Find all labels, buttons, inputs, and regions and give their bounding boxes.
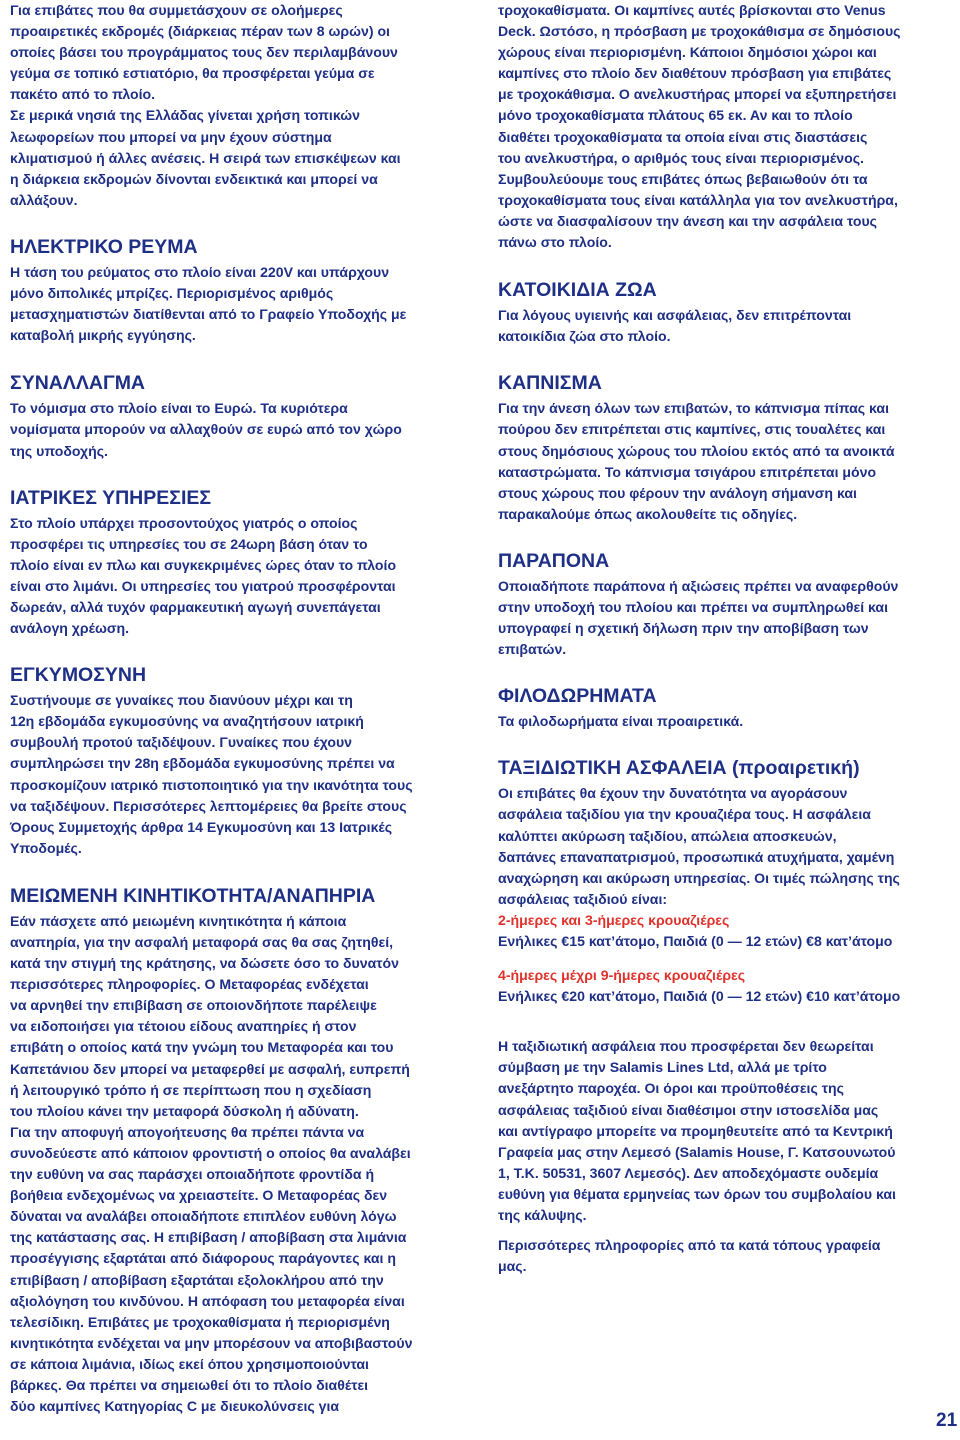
text-line: τροχοκαθίσματα. Οι καμπίνες αυτές βρίσκονται στο Venus: [498, 2, 886, 18]
text-line: ασφάλειας ταξιδιού είναι:: [498, 890, 668, 907]
text-line: της υποδοχής.: [10, 442, 108, 459]
text-line: την ευθύνη να σας παράσχει οποιαδήποτε φροντίδα ή: [10, 1166, 375, 1183]
tips-paragraph: [498, 711, 950, 732]
smoking-paragraph: [498, 398, 950, 525]
text-line: κατοικίδια ζώα στο πλοίο.: [498, 328, 671, 345]
pregnancy-paragraph: [10, 690, 472, 859]
text-line: αναχώρηση και ακύρωση υπηρεσίας. Οι τιμές πώλησης της: [498, 869, 900, 886]
right-column: [498, 0, 950, 1277]
mobility-heading: ΜΕΙΩΜΕΝΗ ΚΙΝΗΤΙΚΟΤΗΤΑ/ΑΝΑΠΗΡΙΑ: [10, 884, 376, 907]
text-line: σύμβαση με την Salamis Lines Ltd, αλλά με τρίτο: [498, 1059, 827, 1076]
text-line: μας.: [498, 1258, 527, 1275]
text-line: λεωφορείων που μπορεί να μην έχουν σύστημα: [10, 128, 332, 145]
text-line: χώρους είναι περιορισμένη. Κάποιοι δημόσιοι χώροι και: [498, 44, 877, 61]
text-line: Καπετάνιου δεν μπορεί να μεταφερθεί με ασφαλή, ευπρεπή: [10, 1060, 410, 1077]
price-tier-label-long: 4-ήμερες μέχρι 9-ήμερες κρουαζιέρες: [498, 967, 746, 984]
text-line: δύο καμπίνες Κατηγορίας C με διευκολύνσεις για: [10, 1398, 340, 1415]
text-line: καταβολή μικρής εγγύησης.: [10, 327, 196, 344]
text-line: καλύπτει ακύρωση ταξιδίου, απώλεια αποσκευών,: [498, 827, 837, 844]
text-line: 12η εβδομάδα εγκυμοσύνης να αναζητήσουν ιατρική: [10, 713, 364, 730]
text-line: δύναται να αναλάβει οποιαδήποτε επιπλέον ευθύνη λόγω: [10, 1208, 397, 1225]
text-line: πούρου δεν επιτρέπεται στις καμπίνες, στις τουαλέτες και: [498, 421, 886, 438]
text-line: βάρκες. Θα πρέπει να σημειωθεί ότι το πλοίο διαθέτει: [10, 1376, 369, 1393]
text-line: Περισσότερες πληροφορίες από τα κατά τόπους γραφεία: [498, 1237, 881, 1254]
text-line: γεύμα σε τοπικό εστιατόριο, θα προσφέρεται γεύμα σε: [10, 65, 375, 82]
text-line: παρακαλούμε όπως ακολουθείτε τις οδηγίες.: [498, 505, 798, 522]
smoking-heading: ΚΑΠΝΙΣΜΑ: [498, 372, 602, 395]
text-line: καμπίνες στο πλοίο δεν διαθέτουν πρόσβαση για επιβάτες: [498, 65, 892, 82]
text-line: Γραφεία μας στην Λεμεσό (Salamis House, Γ. Κατσουνωτού: [498, 1143, 896, 1160]
text-line: σε κάποια λιμάνια, ιδίως εκεί όπου χρησιμοποιούνται: [10, 1355, 369, 1372]
text-line: αναπηρία, για την ασφαλή μεταφορά σας θα σας ζητηθεί,: [10, 934, 394, 950]
text-line: ή λειτουργικό τρόπο ή σε περίπτωση που η σχεδίαση: [10, 1081, 372, 1098]
text-line: του πλοίου κάνει την μεταφορά δύσκολη ή αδύνατη.: [10, 1102, 359, 1119]
text-line: Για την άνεση όλων των επιβατών, το κάπνισμα πίπας και: [498, 400, 889, 417]
text-line: επιβατών.: [498, 641, 567, 658]
text-line: τελεσίδικη. Επιβάτες με τροχοκαθίσματα ή περιορισμένη: [10, 1313, 390, 1330]
text-line: Υποδομές.: [10, 839, 82, 856]
text-line: Η τάση του ρεύματος στο πλοίο είναι 220V και υπάρχουν: [10, 263, 390, 280]
insurance-heading: ΤΑΞΙΔΙΩΤΙΚΗ ΑΣΦΑΛΕΙΑ (προαιρετική): [498, 757, 860, 780]
text-line: η διάρκεια εκδρομών δίνονται ενδεικτικά και μπορεί να: [10, 170, 378, 187]
left-column: [10, 0, 472, 1417]
text-line: κλιματισμού ή άλλες ανέσεις. Η σειρά των επισκέψεων και: [10, 149, 401, 166]
text-line: πακέτο από το πλοίο.: [10, 86, 156, 103]
text-line: καταστρώματα. Το κάπνισμα τσιγάρου επιτρέπεται μόνο: [498, 463, 877, 480]
text-line: μόνο τροχοκαθίσματα πλάτους 65 εκ. Αν και το πλοίο: [498, 107, 853, 124]
text-line: δαπάνες επαναπατρισμού, προσωπικά ατυχήματα, χαμένη: [498, 848, 895, 865]
text-line: προαιρετικές εκδρομές (διάρκειας πέραν των 8 ωρών) οι: [10, 23, 390, 40]
pets-heading: ΚΑΤΟΙΚΙΔΙΑ ΖΩΑ: [498, 279, 657, 302]
text-line: Οποιαδήποτε παράπονα ή αξιώσεις πρέπει να αναφερθούν: [498, 577, 899, 594]
text-line: ασφάλειας ταξιδιού είναι διαθέσιμοι στην ιστοσελίδα μας: [498, 1101, 879, 1118]
text-line: Deck. Ωστόσο, η πρόσβαση με τροχοκάθισμα σε δημόσιους: [498, 23, 901, 40]
text-line: του ανελκυστήρα, ο αριθμός τους είναι περιορισμένος.: [498, 149, 864, 166]
text-line: ανεξάρτητο παροχέα. Οι όροι και προϋποθέσεις της: [498, 1080, 844, 1097]
text-line: συμβουλή προτού ταξιδέψουν. Γυναίκες που έχουν: [10, 734, 352, 751]
text-line: ασφάλεια ταξιδίου για την κρουαζιέρα τους. Η ασφάλεια: [498, 806, 871, 823]
text-line: Όρους Συμμετοχής άρθρα 14 Εγκυμοσύνη και 13 Ιατρικές: [10, 818, 393, 835]
price-tier-text-long: Ενήλικες €20 κατ’άτομο, Παιδιά (0 — 12 ετών) €10 κατ’άτομο: [498, 988, 901, 1005]
text-line: 1, Τ.Κ. 50531, 3607 Λεμεσός). Δεν αποδεχόμαστε ουδεμία: [498, 1164, 879, 1181]
text-line: Το νόμισμα στο πλοίο είναι το Ευρώ. Τα κυριότερα: [10, 400, 348, 417]
text-line: της κάλυψης.: [498, 1207, 587, 1224]
text-line: Τα φιλοδωρήματα είναι προαιρετικά.: [498, 713, 744, 730]
text-line: συνοδεύεστε από κάποιον φροντιστή ο οποίος θα αναλάβει: [10, 1144, 411, 1161]
text-line: κατά την στιγμή της κράτησης, να δώσετε όσο το δυνατόν: [10, 955, 399, 972]
text-line: της κατάστασης σας. Η επιβίβαση / αποβίβαση στα λιμάνια: [10, 1229, 407, 1246]
insurance-paragraph: [498, 783, 950, 910]
text-line: Εάν πάσχετε από μειωμένη κινητικότητα ή κάποια: [10, 912, 347, 929]
mobility-paragraph: [10, 911, 472, 1417]
complaints-heading: ΠΑΡΑΠΟΝΑ: [498, 549, 610, 572]
text-line: βοήθεια ενδεχομένως να χρειαστείτε. Ο Μεταφορέας δεν: [10, 1187, 388, 1204]
text-line: στους δημόσιους χώρους του πλοίου εκτός από τα ανοικτά: [498, 442, 895, 459]
text-line: μετασχηματιστών διατίθενται από το Γραφείο Υποδοχής με: [10, 306, 407, 323]
page-number: 21: [936, 1410, 958, 1431]
medical-heading: ΙΑΤΡΙΚΕΣ ΥΠΗΡΕΣΙΕΣ: [10, 486, 212, 509]
electricity-paragraph: [10, 262, 472, 346]
text-line: με τροχοκάθισμα. Ο ανελκυστήρας μπορεί να εξυπηρετήσει: [498, 86, 897, 103]
text-line: συμπληρώσει την 28η εβδομάδα εγκυμοσύνης πρέπει να: [10, 755, 395, 772]
text-line: προσκομίζουν ιατρικό πιστοποιητικό για την ικανότητα τους: [10, 776, 413, 793]
text-line: στην υποδοχή του πλοίου και πρέπει να συμπληρωθεί και: [498, 598, 888, 615]
more-info-paragraph: [498, 1235, 950, 1277]
text-line: δωρεάν, αλλά τυχόν φαρμακευτική αγωγή συνεπάγεται: [10, 598, 381, 615]
text-line: τροχοκαθίσματα τους είναι κατάλληλα για τον ανελκυστήρα,: [498, 191, 898, 208]
text-line: επιβίβαση / αποβίβαση εξαρτάται εξολοκλήρου από την: [10, 1271, 384, 1288]
text-line: και αντίγραφο μπορείτε να προμηθευτείτε από τα Κεντρική: [498, 1122, 893, 1139]
intro-paragraph: [10, 0, 472, 211]
price-tier-text-short: Ενήλικες €15 κατ’άτομο, Παιδιά (0 — 12 ετών) €8 κατ’άτομο: [498, 933, 893, 949]
pregnancy-heading: ΕΓΚΥΜΟΣΥΝΗ: [10, 664, 147, 687]
text-line: Για λόγους υγιεινής και ασφάλειας, δεν επιτρέπονται: [498, 307, 852, 324]
text-line: πάνω στο πλοίο.: [498, 234, 612, 251]
text-line: πλοίο είναι εν πλω και συγκεκριμένες ώρες όταν το πλοίο: [10, 556, 397, 573]
text-line: οποίες βάσει του προγράμματος τους δεν περιλαμβάνουν: [10, 44, 398, 61]
text-line: αλλάξουν.: [10, 191, 78, 208]
currency-heading: ΣΥΝΑΛΛΑΓΜΑ: [10, 372, 146, 395]
text-line: να ταξιδέψουν. Περισσότερες λεπτομέρειες θα βρείτε στους: [10, 797, 407, 814]
text-line: ώστε να διασφαλίσουν την άνεση και την ασφάλεια τους: [498, 212, 877, 229]
text-line: Για την αποφυγή απογοήτευσης θα πρέπει πάντα να: [10, 1123, 365, 1140]
text-line: στους χώρους που φέρουν την ανάλογη σήμανση και: [498, 484, 857, 501]
text-line: Οι επιβάτες θα έχουν την δυνατότητα να αγοράσουν: [498, 785, 848, 802]
text-line: είναι στο λιμάνι. Οι υπηρεσίες του γιατρού προσφέρονται: [10, 577, 396, 594]
text-line: να αρνηθεί την επιβίβαση σε οποιονδήποτε παρέλειψε: [10, 997, 377, 1014]
text-line: προσέγγισης εξαρτάται από διάφορους παράγοντες και η: [10, 1250, 396, 1267]
pets-paragraph: [498, 305, 950, 347]
text-line: νομίσματα μπορούν να αλλαχθούν σε ευρώ από τον χώρο: [10, 421, 402, 438]
electricity-heading: ΗΛΕΚΤΡΙΚΟ ΡΕΥΜΑ: [10, 235, 198, 258]
complaints-paragraph: [498, 576, 950, 660]
insurance-note-paragraph: [498, 1036, 950, 1226]
text-line: Σε μερικά νησιά της Ελλάδας γίνεται χρήση τοπικών: [10, 107, 360, 124]
text-line: Συστήνουμε σε γυναίκες που διανύουν μέχρι και τη: [10, 692, 353, 709]
text-line: αξιολόγηση του κινδύνου. Η απόφαση του μεταφορέα είναι: [10, 1292, 405, 1309]
text-line: επιβάτη ο οποίος κατά την γνώμη του Μεταφορέα και του: [10, 1039, 394, 1056]
text-line: Στο πλοίο υπάρχει προσοντούχος γιατρός ο οποίος: [10, 514, 358, 531]
tips-heading: ΦΙΛΟΔΩΡΗΜΑΤΑ: [498, 685, 657, 708]
text-line: μόνο διπολικές μπρίζες. Περιορισμένος αριθμός: [10, 285, 334, 302]
text-line: ανάλογη χρέωση.: [10, 620, 130, 637]
text-line: υπογραφεί η σχετική δήλωση πριν την αποβίβαση των: [498, 620, 869, 637]
text-line: κινητικότητα ενδέχεται να μην μπορέσουν να αποβιβαστούν: [10, 1334, 413, 1351]
wheelchair-paragraph: [498, 0, 950, 253]
text-line: προσφέρει τις υπηρεσίες του σε 24ωρη βάση όταν το: [10, 535, 368, 552]
currency-paragraph: [10, 398, 472, 461]
text-line: περισσότερες πληροφορίες. Ο Μεταφορέας ενδέχεται: [10, 976, 369, 993]
text-line: διαθέτει τροχοκαθίσματα τα οποία είναι στις διαστάσεις: [498, 128, 868, 145]
medical-paragraph: [10, 513, 472, 640]
price-tier-label-short: 2-ήμερες και 3-ήμερες κρουαζιέρες: [498, 911, 730, 928]
text-line: να ειδοποιήσει για τέτοιου είδους αναπηρίες ή στον: [10, 1018, 357, 1035]
text-line: Για επιβάτες που θα συμμετάσχουν σε ολοήμερες: [10, 2, 343, 18]
text-line: Η ταξιδιωτική ασφάλεια που προσφέρεται δεν θεωρείται: [498, 1038, 874, 1055]
text-line: Συμβουλεύουμε τους επιβάτες όπως βεβαιωθούν ότι τα: [498, 170, 868, 187]
text-line: ευθύνη για θέματα ερμηνείας των όρων του συμβολαίου και: [498, 1185, 896, 1202]
